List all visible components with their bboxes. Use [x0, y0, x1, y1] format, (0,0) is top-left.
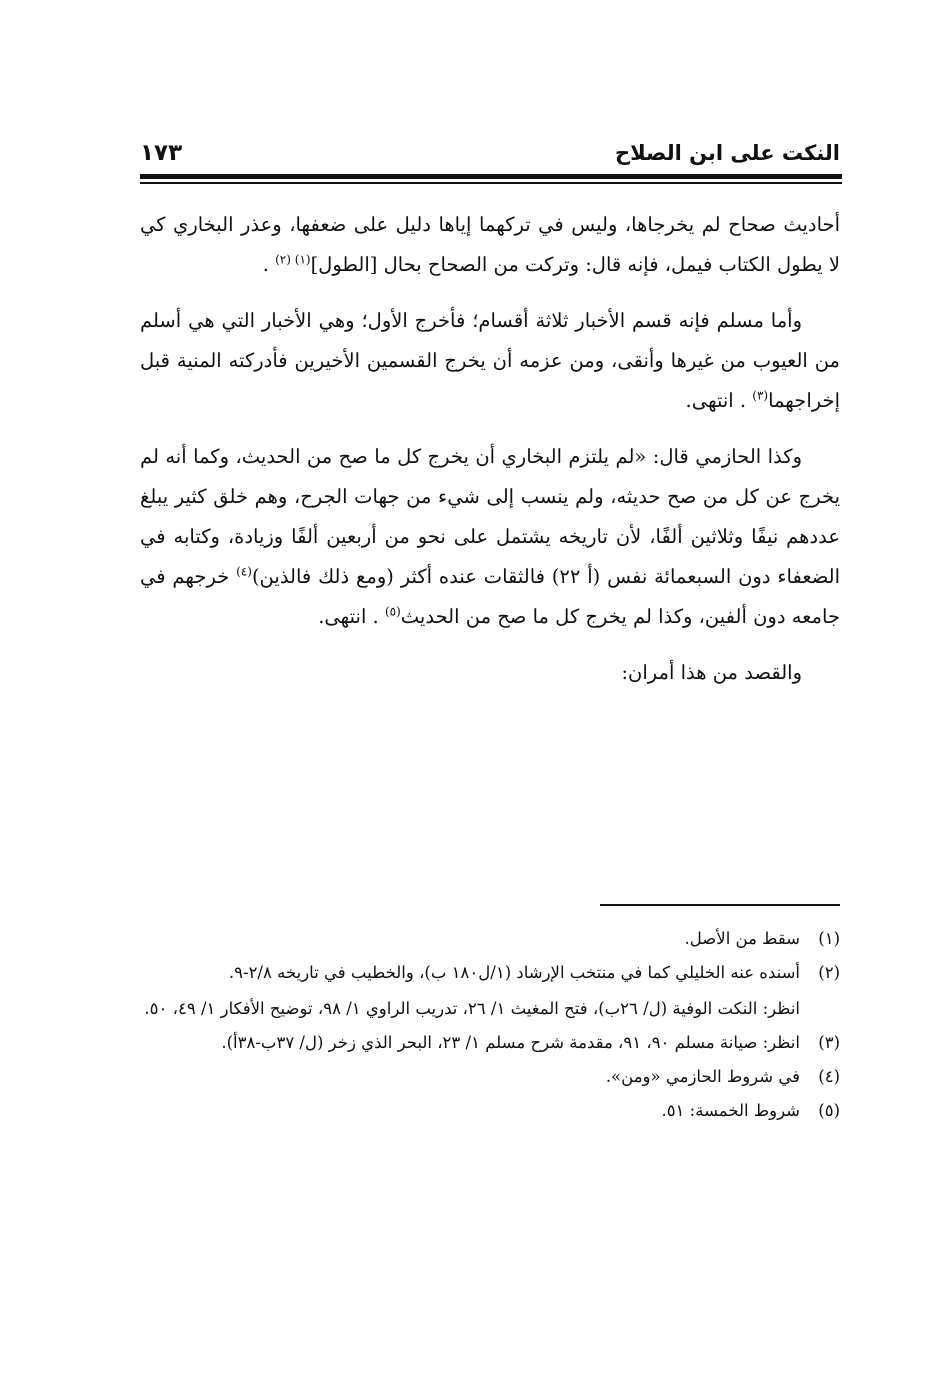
footnote-text [140, 922, 800, 956]
footnote-line: أسنده عنه الخليلي كما في منتخب الإرشاد (١/ل١٨٠ ب)، والخطيب في تاريخه ٢/٨-٩. [228, 963, 800, 982]
paragraph-2 [140, 301, 840, 421]
footnote-line: في شروط الحازمي «ومن». [605, 1067, 800, 1086]
paragraph-1 [140, 205, 840, 285]
paragraph-1-tail: . [262, 253, 276, 276]
footnote-text [140, 956, 800, 1026]
footnote-text [140, 1026, 800, 1060]
footnote-4 [140, 1060, 840, 1094]
page-number: ١٧٣ [140, 140, 183, 166]
footnote-ref-4: (٤) [236, 564, 252, 579]
header-rule-thick [140, 174, 842, 179]
paragraph-3-text-2: خرجهم في جامعه دون ألفين، وكذا لم يخرج كل ما صح من الحديث [140, 565, 840, 628]
footnote-3 [140, 1026, 840, 1060]
paragraph-2-text: وأما مسلم فإنه قسم الأخبار ثلاثة أقسام؛ فأخرج الأول؛ وهي الأخبار التي هي أسلم من العيوب من غيرها وأنقى، ومن عزمه أن يخرج القسمين الأخيرين فأدركته المنية قبل إخراجهما [140, 309, 840, 412]
header-rule-thin [140, 182, 842, 184]
footnote-line: شروط الخمسة: ٥١. [661, 1101, 800, 1120]
paragraph-1-text: أحاديث صحاح لم يخرجاها، وليس في تركهما إياها دليل على ضعفها، وعذر البخاري كي لا يطول الكتاب فيمل، فإنه قال: وتركت من الصحاح بحال [الطول] [140, 213, 840, 276]
paragraph-4-text: والقصد من هذا أمران: [621, 661, 802, 684]
paragraph-3 [140, 437, 840, 637]
footnote-1 [140, 922, 840, 956]
footnote-5 [140, 1094, 840, 1128]
footnote-2 [140, 956, 840, 1026]
footnote-line: انظر: النكت الوفية (ل/ ٢٦ب)، فتح المغيث ١/ ٢٦، تدريب الراوي ١/ ٩٨، توضيح الأفكار ١/ ٤٩، ٥٠. [144, 999, 800, 1018]
paragraph-3-tail: . انتهى. [318, 605, 385, 628]
book-title: النكت على ابن الصلاح [614, 141, 840, 165]
paragraph-3-text: وكذا الحازمي قال: «لم يلتزم البخاري أن يخرج كل ما صح من الحديث، وكما أنه لم يخرج عن كل من صح حديثه، ولم ينسب إلى شيء من جهات الجرح، وهم خلق كثير يبلغ عددهم نيفًا وثلاثين ألفًا، لأن تاريخه يشتمل على نحو من أربعين ألفًا وزيادة، وكتابه في الضعفاء دون السبعمائة نفس (أ ٢٢) فالثقات عنده أكثر (ومع ذلك فالذين) [140, 445, 840, 588]
paragraph-2-tail: . انتهى. [685, 389, 753, 412]
footnote-number: (٤) [818, 1067, 840, 1086]
footnote-text [140, 1060, 800, 1094]
footnote-number: (٣) [818, 1033, 840, 1052]
footnotes [140, 922, 840, 1128]
footnote-number: (١) [818, 929, 840, 948]
footnote-ref-1-2: (١) (٢) [275, 252, 311, 267]
footnote-number: (٢) [818, 963, 840, 982]
footnote-line: انظر: صيانة مسلم ٩٠، ٩١، مقدمة شرح مسلم ١/ ٢٣، البحر الذي زخر (ل/ ٣٧ب-٣٨أ). [221, 1033, 800, 1052]
footnote-ref-5: (٥) [384, 604, 401, 619]
footnote-separator [600, 904, 840, 906]
footnote-text [140, 1094, 800, 1128]
main-text [140, 205, 840, 701]
paragraph-4 [140, 653, 840, 693]
running-header [140, 138, 840, 172]
footnote-line: سقط من الأصل. [684, 929, 800, 948]
footnote-number: (٥) [818, 1101, 840, 1120]
footnote-ref-3: (٣) [752, 388, 769, 403]
